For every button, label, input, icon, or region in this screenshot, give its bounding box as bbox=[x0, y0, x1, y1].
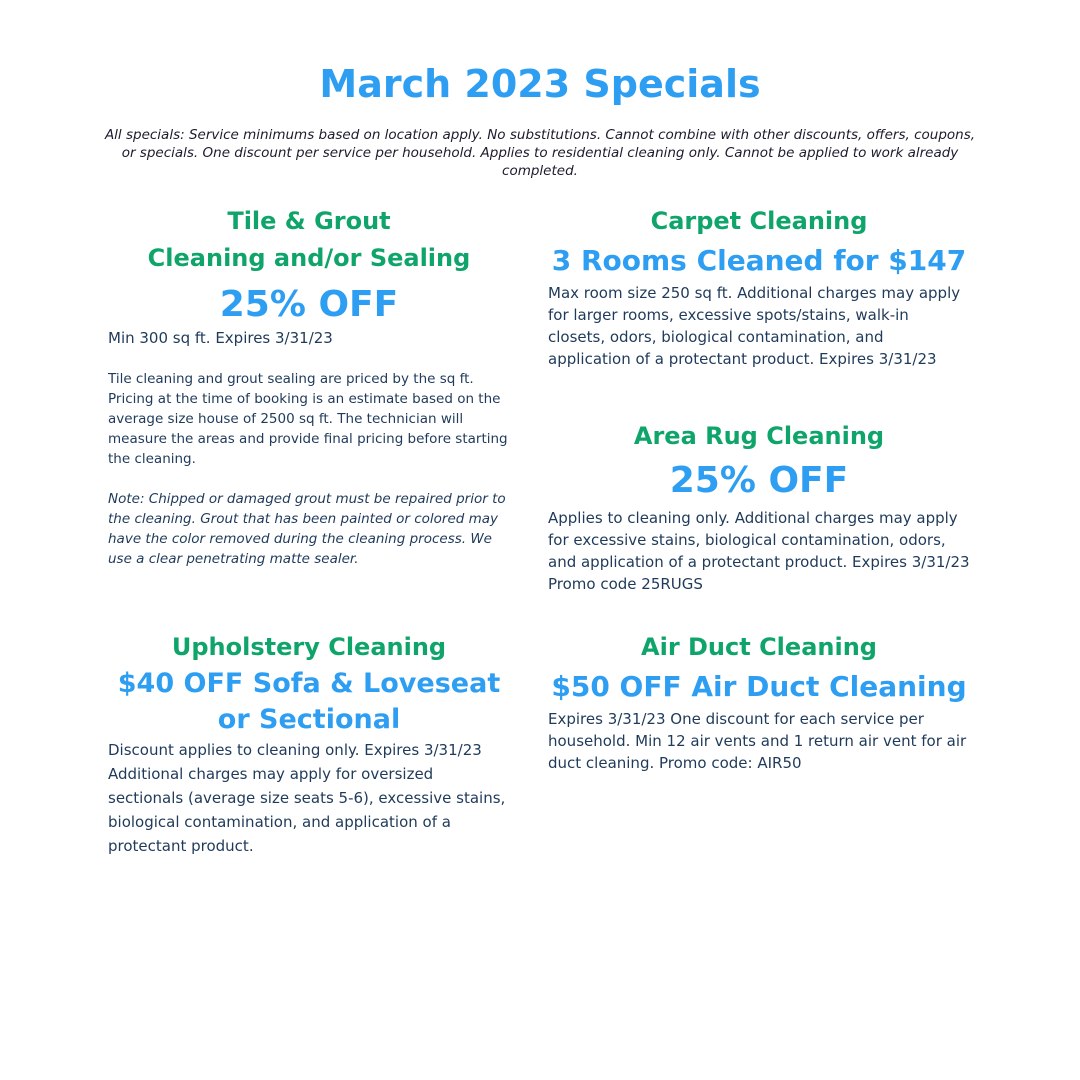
duct-details: Expires 3/31/23 One discount for each service per household. Min 12 air vents and 1 return air vent for air duct cleaning. Promo code: AIR50 bbox=[548, 710, 967, 772]
upholstery-section bbox=[108, 629, 510, 858]
disclaimer: All specials: Service minimums based on location apply. No substitutions. Cannot combine with other discounts, offers, coupons, or specials. One discount per service per household. Applies to residential cleaning only. Cannot be applied to work already completed. bbox=[104, 127, 976, 179]
tile-heading-line2: Cleaning and/or Sealing bbox=[147, 244, 471, 272]
upholstery-heading: Upholstery Cleaning bbox=[171, 633, 447, 661]
tile-terms: Min 300 sq ft. Expires 3/31/23 bbox=[108, 329, 333, 347]
carpet-heading: Carpet Cleaning bbox=[650, 207, 868, 235]
duct-heading: Air Duct Cleaning bbox=[641, 633, 877, 661]
rug-offer: 25% OFF bbox=[669, 460, 849, 501]
tile-grout-section bbox=[108, 203, 510, 569]
page-title: March 2023 Specials bbox=[319, 62, 761, 106]
rug-details: Applies to cleaning only. Additional charges may apply for excessive stains, biological contamination, odors, and application of a protectant product. Expires 3/31/23 bbox=[548, 509, 970, 571]
carpet-details: Max room size 250 sq ft. Additional charges may apply for larger rooms, excessive spots/stains, walk-in closets, odors, biological contamination, and application of a protectant product. Expires 3/31/23 bbox=[548, 284, 961, 368]
tile-heading-line1: Tile & Grout bbox=[227, 207, 391, 235]
rug-promo: Promo code 25RUGS bbox=[548, 575, 703, 593]
rug-heading: Area Rug Cleaning bbox=[633, 422, 885, 450]
upholstery-offer: $40 OFF Sofa & Loveseat or Sectional bbox=[117, 668, 501, 735]
air-duct-section bbox=[548, 629, 970, 774]
tile-note: Note: Chipped or damaged grout must be repaired prior to the cleaning. Grout that has been painted or colored may have the color removed during the cleaning process. We use a clear penetrating matte sealer. bbox=[108, 491, 506, 567]
upholstery-details: Additional charges may apply for oversized sectionals (average size seats 5-6), excessive stains, biological contamination, and application of a protectant product. bbox=[108, 765, 506, 855]
tile-offer: 25% OFF bbox=[219, 284, 399, 325]
upholstery-line1: Discount applies to cleaning only. Expires 3/31/23 bbox=[108, 741, 482, 759]
carpet-offer: 3 Rooms Cleaned for $147 bbox=[551, 244, 967, 277]
tile-details: Tile cleaning and grout sealing are priced by the sq ft. Pricing at the time of booking is an estimate based on the average size house of 2500 sq ft. The technician will measure the areas and provide final pricing before starting the cleaning. bbox=[108, 371, 508, 467]
duct-offer: $50 OFF Air Duct Cleaning bbox=[551, 670, 967, 703]
area-rug-section bbox=[548, 418, 970, 595]
carpet-section bbox=[548, 203, 970, 370]
